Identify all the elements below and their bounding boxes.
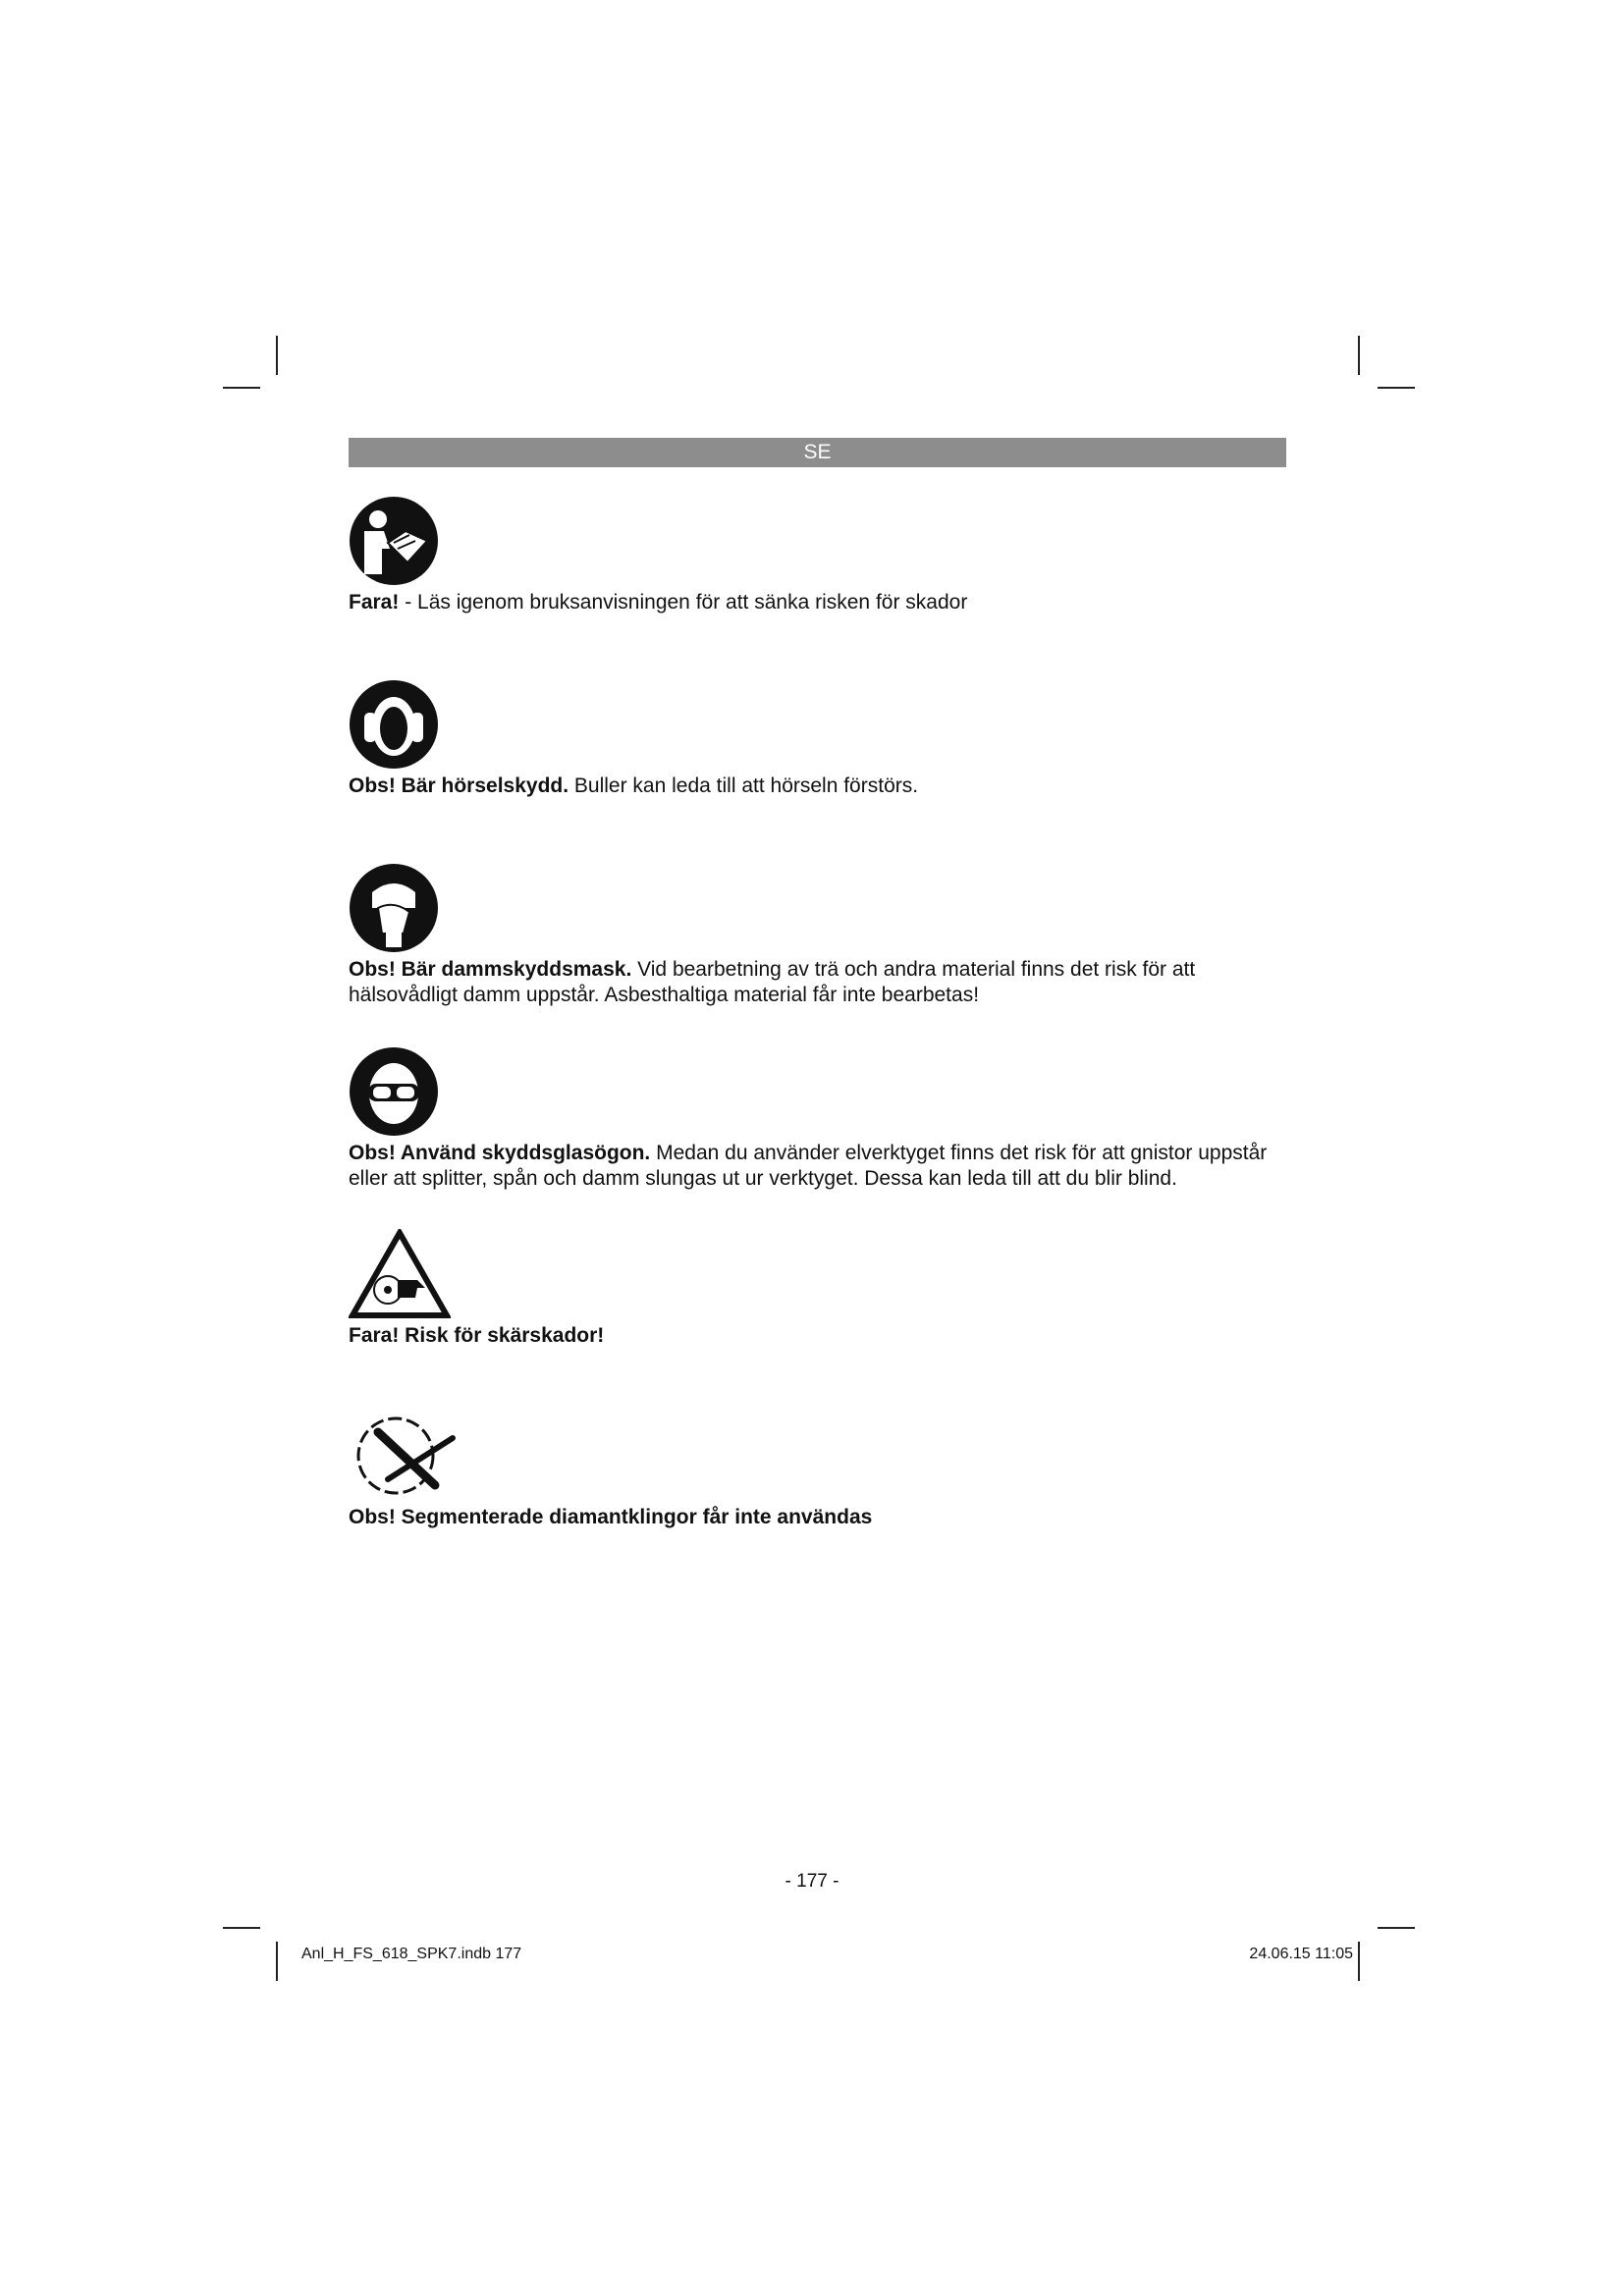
safety-item-dust-mask bbox=[349, 863, 1291, 1008]
crop-mark bbox=[223, 387, 260, 389]
crop-mark bbox=[276, 336, 278, 375]
crop-mark bbox=[1358, 1942, 1360, 1981]
safety-text: Obs! Använd skyddsglasögon. Medan du använder elverktyget finns det risk för att gnistor uppstår eller att splitter, spån och damm slungas ut ur verktyget. Dessa kan leda till att du blir blind. bbox=[349, 1142, 1268, 1190]
safety-text: Fara! - Läs igenom bruksanvisningen för att sänka risken för skador bbox=[349, 591, 968, 614]
ear-protection-icon bbox=[349, 679, 439, 770]
crop-mark bbox=[1378, 387, 1415, 389]
safety-text: Fara! Risk för skärskador! bbox=[349, 1324, 605, 1347]
footer-timestamp: 24.06.15 11:05 bbox=[1249, 1946, 1353, 1962]
safety-item-read-manual bbox=[349, 496, 1291, 615]
page-number: - 177 - bbox=[785, 1871, 839, 1892]
crop-mark bbox=[276, 1942, 278, 1981]
safety-item-ear-protection bbox=[349, 679, 1291, 799]
dust-mask-icon bbox=[349, 863, 439, 953]
safety-text: Obs! Segmenterade diamantklingor får inte användas bbox=[349, 1506, 873, 1528]
footer-file: Anl_H_FS_618_SPK7.indb 177 bbox=[301, 1946, 522, 1962]
safety-text: Obs! Bär dammskyddsmask. Vid bearbetning av trä och andra material finns det risk för att hälsovådligt damm uppstår. Asbesthaltiga material får inte bearbetas! bbox=[349, 958, 1196, 1006]
crop-mark bbox=[223, 1927, 260, 1929]
crop-mark bbox=[1358, 336, 1360, 375]
safety-item-no-segmented-blade bbox=[349, 1411, 1291, 1530]
safety-item-goggles bbox=[349, 1046, 1291, 1192]
safety-goggles-icon bbox=[349, 1046, 439, 1137]
safety-item-cut-hazard bbox=[349, 1229, 1291, 1349]
language-header: SE bbox=[349, 438, 1286, 467]
read-manual-icon bbox=[349, 496, 439, 586]
safety-text: Obs! Bär hörselskydd. Buller kan leda till att hörseln förstörs. bbox=[349, 774, 919, 797]
crop-mark bbox=[1378, 1927, 1415, 1929]
cut-hazard-icon bbox=[349, 1229, 451, 1319]
no-segmented-blade-icon bbox=[349, 1411, 462, 1501]
